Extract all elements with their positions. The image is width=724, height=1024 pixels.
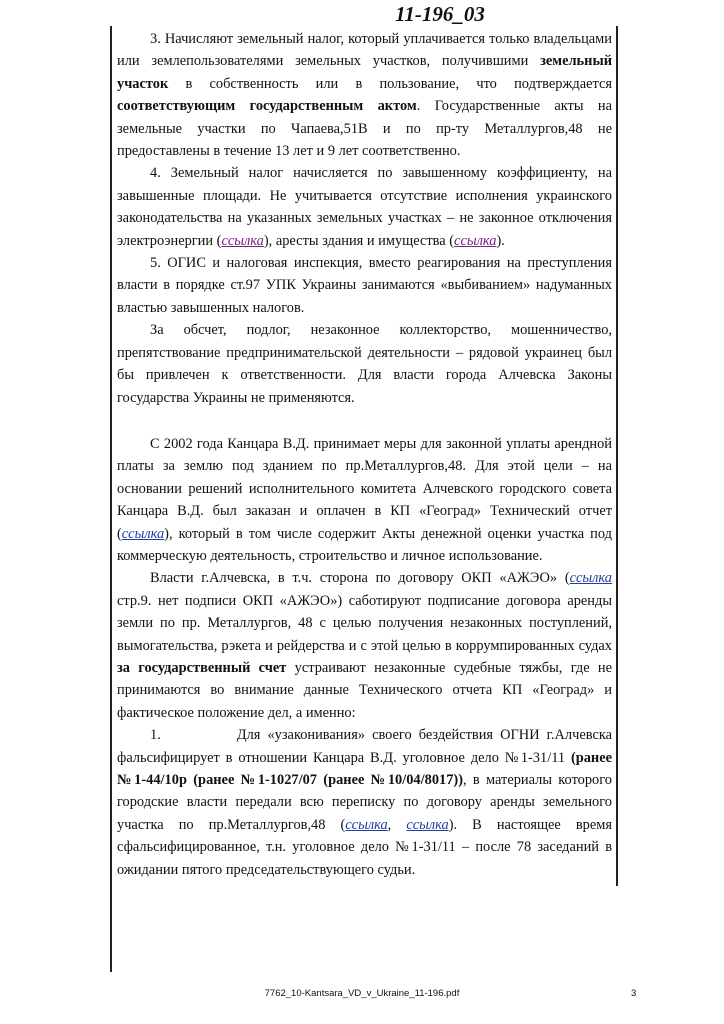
right-margin-rule bbox=[616, 26, 618, 886]
page-number: 3 bbox=[631, 988, 637, 999]
reference-link[interactable]: ссылка bbox=[454, 232, 497, 249]
paragraph-fraud: За обсчет, подлог, незаконное коллекторство, мошенничество, препятствование предпринимательской деятельности – рядовой украинец был бы привлечен к ответственности. Для власти города Алчевска Законы государства Украины не применяются. bbox=[117, 322, 612, 406]
paragraph-since-2002 bbox=[117, 433, 612, 567]
text-run: ), аресты здания и имущества ( bbox=[263, 232, 455, 249]
text-run: ), который в том числе содержит Акты денежной оценки участка под коммерческую деятельность, строительство и личное использование. bbox=[117, 525, 612, 564]
footer-filename: 7762_10-Kantsara_VD_v_Ukraine_11-196.pdf bbox=[264, 988, 460, 999]
text-run: , в материалы которого городские власти передали всю переписку по договору аренды земельного участка по пр.Металлургов,48 ( bbox=[117, 772, 612, 833]
text-run: устраивают незаконные судебные тяжбы, где не принимаются во внимание данные Технического отчета КП «Геоград» и фактическое положение дел, а именно: bbox=[117, 659, 613, 721]
text-run: ). В настоящее время сфальсифицированное, т.н. уголовное дело №1-31/11 – после 78 заседаний в ожидании пятого председательствующего судьи. bbox=[117, 816, 612, 878]
paragraph-5: 5. ОГИС и налоговая инспекция, вместо реагирования на преступления власти в порядке ст.97 УПК Украины занимаются «выбиванием» надуманных властью завышенных налогов. bbox=[117, 255, 612, 316]
reference-link[interactable]: ссылка bbox=[406, 816, 449, 833]
paragraph-4 bbox=[117, 162, 612, 252]
text-run: стр.9. нет подписи ОКП «АЖЭО») саботируют подписание договора аренды земли по пр. Металлургов, 48 с целью получения незаконных поступлений, вымогательства, рэкета и рейдерства и с этой целью в коррумпированных судах bbox=[117, 592, 612, 654]
text-run: 4. Земельный налог начисляется по завышенному коэффициенту, на завышенные площади. Не учитывается отсутствие исполнения украинского законодательства на указанных земельных участках – не законное отключения электроэнергии ( bbox=[117, 165, 612, 249]
text-run: в собственность или в пользование, что подтверждается bbox=[168, 75, 612, 92]
text-run: . Государственные акты на земельные участки по Чапаева,51В и по пр-ту Металлургов,48 не предоставлены в течение 13 лет и 9 лет соответственно. bbox=[117, 98, 613, 160]
bold-phrase: земельный участок bbox=[117, 53, 612, 92]
list-number: 1. bbox=[150, 727, 161, 744]
reference-link[interactable]: ссылка bbox=[345, 816, 388, 833]
bold-phrase: соответствующим государственным актом bbox=[117, 98, 417, 115]
text-run: Для «узаконивания» своего бездействия ОГНИ г.Алчевска фальсифицирует в отношении Канцара В.Д. уголовное дело №1-31/11 bbox=[117, 727, 612, 766]
text-run: , bbox=[387, 816, 407, 833]
paragraph-authorities bbox=[117, 567, 612, 724]
bold-phrase: (ранее №1-1027/07 (ранее №10/04/8017)) bbox=[186, 772, 463, 788]
bold-phrase: (ранее №1-44/10р bbox=[117, 749, 612, 788]
reference-link[interactable]: ссылка bbox=[569, 570, 612, 587]
bold-phrase: за государственный счет bbox=[117, 659, 287, 676]
document-id: 11-196_03 bbox=[395, 2, 485, 26]
document-body bbox=[117, 28, 612, 881]
reference-link[interactable]: ссылка bbox=[121, 525, 165, 542]
text-run: 3. Начисляют земельный налог, который уплачивается только владельцами или землепользователями земельных участков, получившими bbox=[117, 31, 612, 70]
left-margin-rule bbox=[110, 26, 112, 972]
paragraph-3 bbox=[117, 28, 612, 162]
paragraph-gap bbox=[117, 409, 612, 433]
text-run: Власти г.Алчевска, в т.ч. сторона по договору ОКП «АЖЭО» ( bbox=[150, 570, 570, 587]
paragraph-item-1 bbox=[117, 724, 612, 881]
text-run: ). bbox=[496, 232, 505, 249]
reference-link[interactable]: ссылка bbox=[221, 232, 264, 249]
text-run: С 2002 года Канцара В.Д. принимает меры для законной уплаты арендной платы за землю под зданием по пр.Металлургов,48. Для этой цели – на основании решений исполнительного комитета Алчевского городского совета Канцара В.Д. был заказан и оплачен в КП «Геоград» Технический отчет ( bbox=[117, 435, 612, 542]
